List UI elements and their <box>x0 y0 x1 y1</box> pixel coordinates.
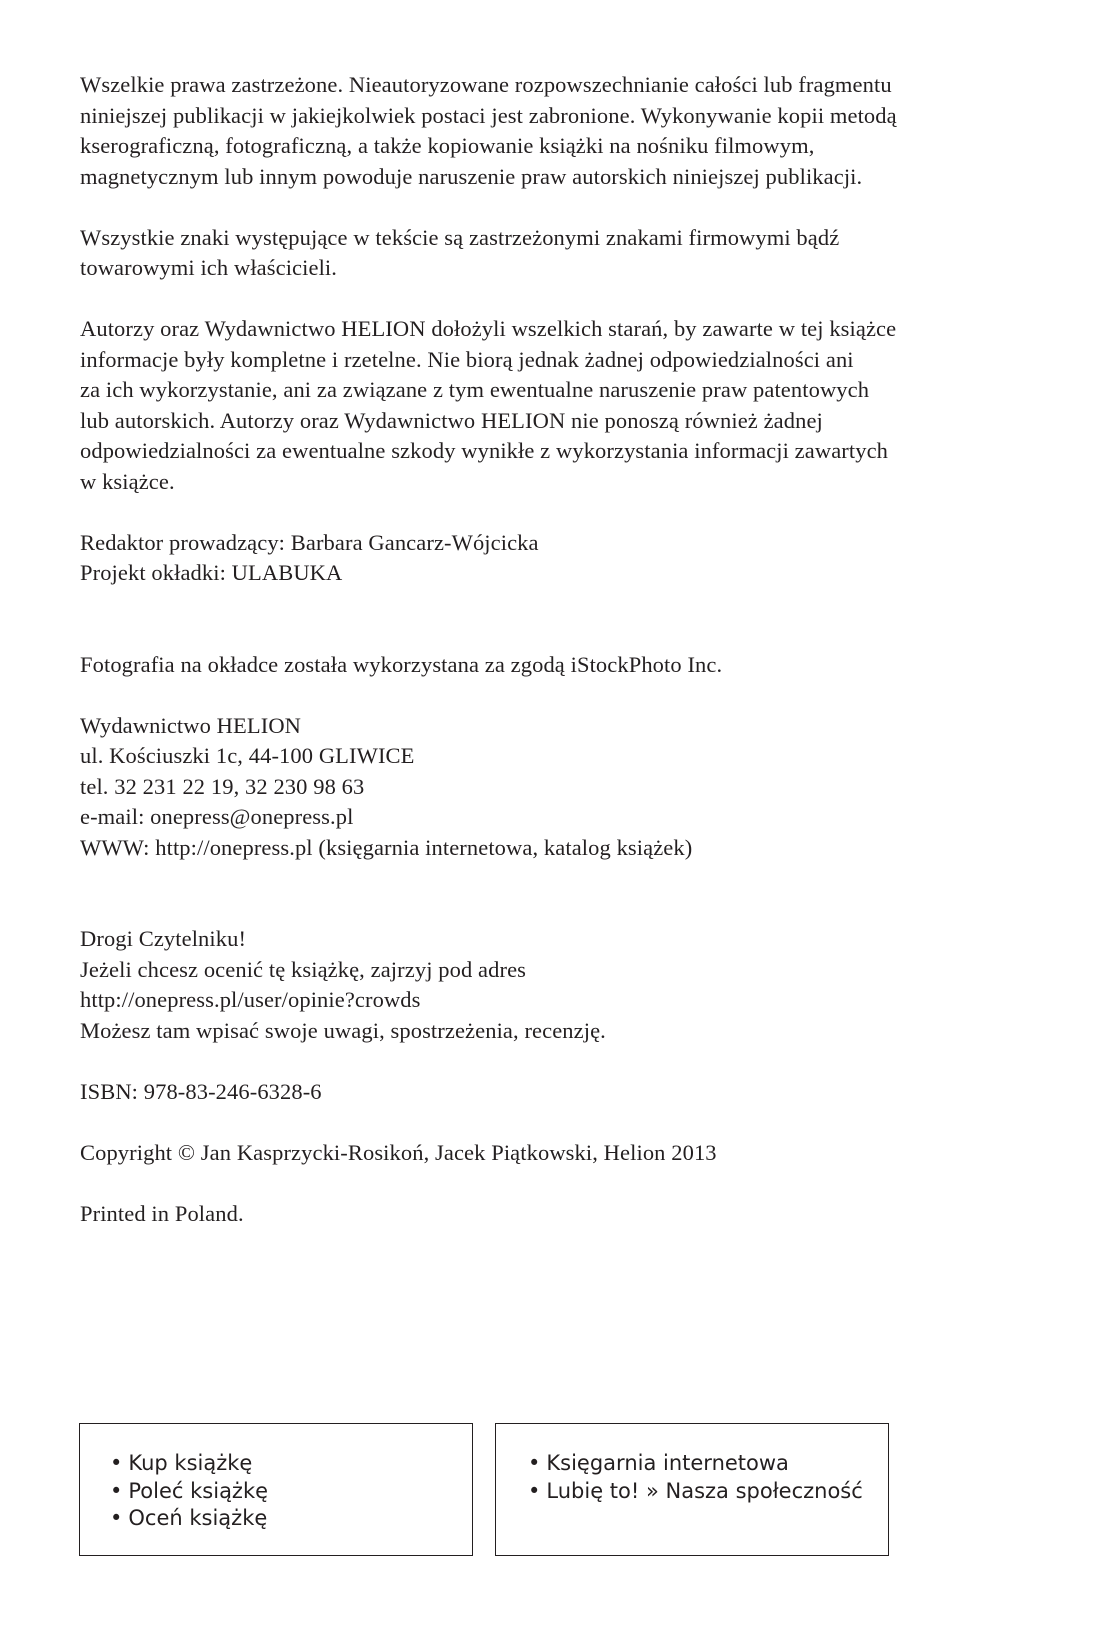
text-line: Autorzy oraz Wydawnictwo HELION dołożyli wszelkich starań, by zawarte w tej książce <box>80 316 897 341</box>
isbn <box>80 1077 1040 1108</box>
link-label: Oceń książkę <box>128 1506 268 1530</box>
publisher-www: WWW: http://onepress.pl (księgarnia internetowa, katalog książek) <box>80 834 693 860</box>
book-actions-box <box>79 1423 473 1556</box>
spacer <box>80 863 1040 924</box>
text-line: Wszystkie znaki występujące w tekście są zastrzeżonymi znakami firmowymi bądź <box>80 224 840 250</box>
rights-paragraph <box>80 70 1040 192</box>
reader-greeting: Drogi Czytelniku! <box>80 926 247 951</box>
photo-credit-paragraph <box>80 650 1040 681</box>
link-label: Księgarnia internetowa <box>546 1451 789 1475</box>
community-links-box <box>495 1423 889 1556</box>
text-line: Jeżeli chcesz ocenić tę książkę, zajrzyj pod adres <box>80 956 527 982</box>
text-line: lub autorskich. Autorzy oraz Wydawnictwo HELION nie ponoszą również żadnej <box>80 407 823 433</box>
spacer <box>80 497 1040 528</box>
credits-paragraph <box>80 528 1040 589</box>
bullet: • <box>110 1478 123 1503</box>
community-link[interactable] <box>528 1478 863 1506</box>
text-line: informacje były kompletne i rzetelne. Nie biorą jednak żadnej odpowiedzialności ani <box>80 346 854 372</box>
spacer <box>80 1046 1040 1077</box>
review-url: http://onepress.pl/user/opinie?crowds <box>80 987 421 1012</box>
text-line: magnetycznym lub innym powoduje naruszenie praw autorskich niniejszej publikacji. <box>80 163 863 189</box>
link-label: Kup książkę <box>128 1451 253 1475</box>
isbn-line: ISBN: 978-83-246-6328-6 <box>80 1078 322 1104</box>
disclaimer-paragraph <box>80 314 1040 497</box>
book-actions-list <box>110 1450 268 1533</box>
editor-line: Redaktor prowadzący: Barbara Gancarz-Wójcicka <box>80 529 539 555</box>
rate-book-link[interactable] <box>110 1505 268 1533</box>
spacer <box>80 284 1040 315</box>
publisher-name: Wydawnictwo HELION <box>80 712 302 738</box>
text-line: w książce. <box>80 468 175 494</box>
bullet: • <box>528 1451 541 1475</box>
spacer <box>80 1107 1040 1138</box>
text-line: towarowymi ich właścicieli. <box>80 255 338 280</box>
imprint-text <box>80 70 1040 1229</box>
spacer <box>80 1168 1040 1199</box>
printed-in <box>80 1199 1040 1230</box>
text-line: Możesz tam wpisać swoje uwagi, spostrzeżenia, recenzję. <box>80 1017 606 1043</box>
copyright <box>80 1138 1040 1169</box>
publisher-street: ul. Kościuszki 1c, 44-100 GLIWICE <box>80 743 415 768</box>
spacer <box>80 192 1040 223</box>
cover-design-line: Projekt okładki: ULABUKA <box>80 560 343 585</box>
bullet: • <box>528 1478 541 1503</box>
reader-note <box>80 924 1040 1046</box>
bullet: • <box>110 1506 123 1530</box>
publisher-phone: tel. 32 231 22 19, 32 230 98 63 <box>80 773 365 799</box>
spacer <box>80 680 1040 711</box>
text-line: Fotografia na okładce została wykorzystana za zgodą iStockPhoto Inc. <box>80 651 723 677</box>
publisher-email: e-mail: onepress@onepress.pl <box>80 804 354 829</box>
text-line: odpowiedzialności za ewentualne szkody wynikłe z wykorzystania informacji zawartych <box>80 438 889 463</box>
recommend-book-link[interactable] <box>110 1478 268 1506</box>
printed-line: Printed in Poland. <box>80 1200 244 1226</box>
trademarks-paragraph <box>80 223 1040 284</box>
text-line: za ich wykorzystanie, ani za związane z tym ewentualne naruszenie praw patentowych <box>80 377 870 402</box>
community-links-list <box>528 1450 863 1505</box>
link-label: Poleć książkę <box>128 1478 269 1503</box>
spacer <box>80 589 1040 650</box>
publisher-address <box>80 711 1040 864</box>
copyright-line: Copyright © Jan Kasprzycki-Rosikoń, Jacek Piątkowski, Helion 2013 <box>80 1139 717 1165</box>
text-line: kserograficzną, fotograficzną, a także kopiowanie książki na nośniku filmowym, <box>80 133 815 158</box>
text-line: niniejszej publikacji w jakiejkolwiek postaci jest zabronione. Wykonywanie kopii metodą <box>80 102 897 128</box>
online-bookstore-link[interactable] <box>528 1450 863 1478</box>
bullet: • <box>110 1451 123 1475</box>
text-line: Wszelkie prawa zastrzeżone. Nieautoryzowane rozpowszechnianie całości lub fragmentu <box>80 72 892 97</box>
buy-book-link[interactable] <box>110 1450 268 1478</box>
link-label: Lubię to! » Nasza społeczność <box>546 1478 863 1503</box>
